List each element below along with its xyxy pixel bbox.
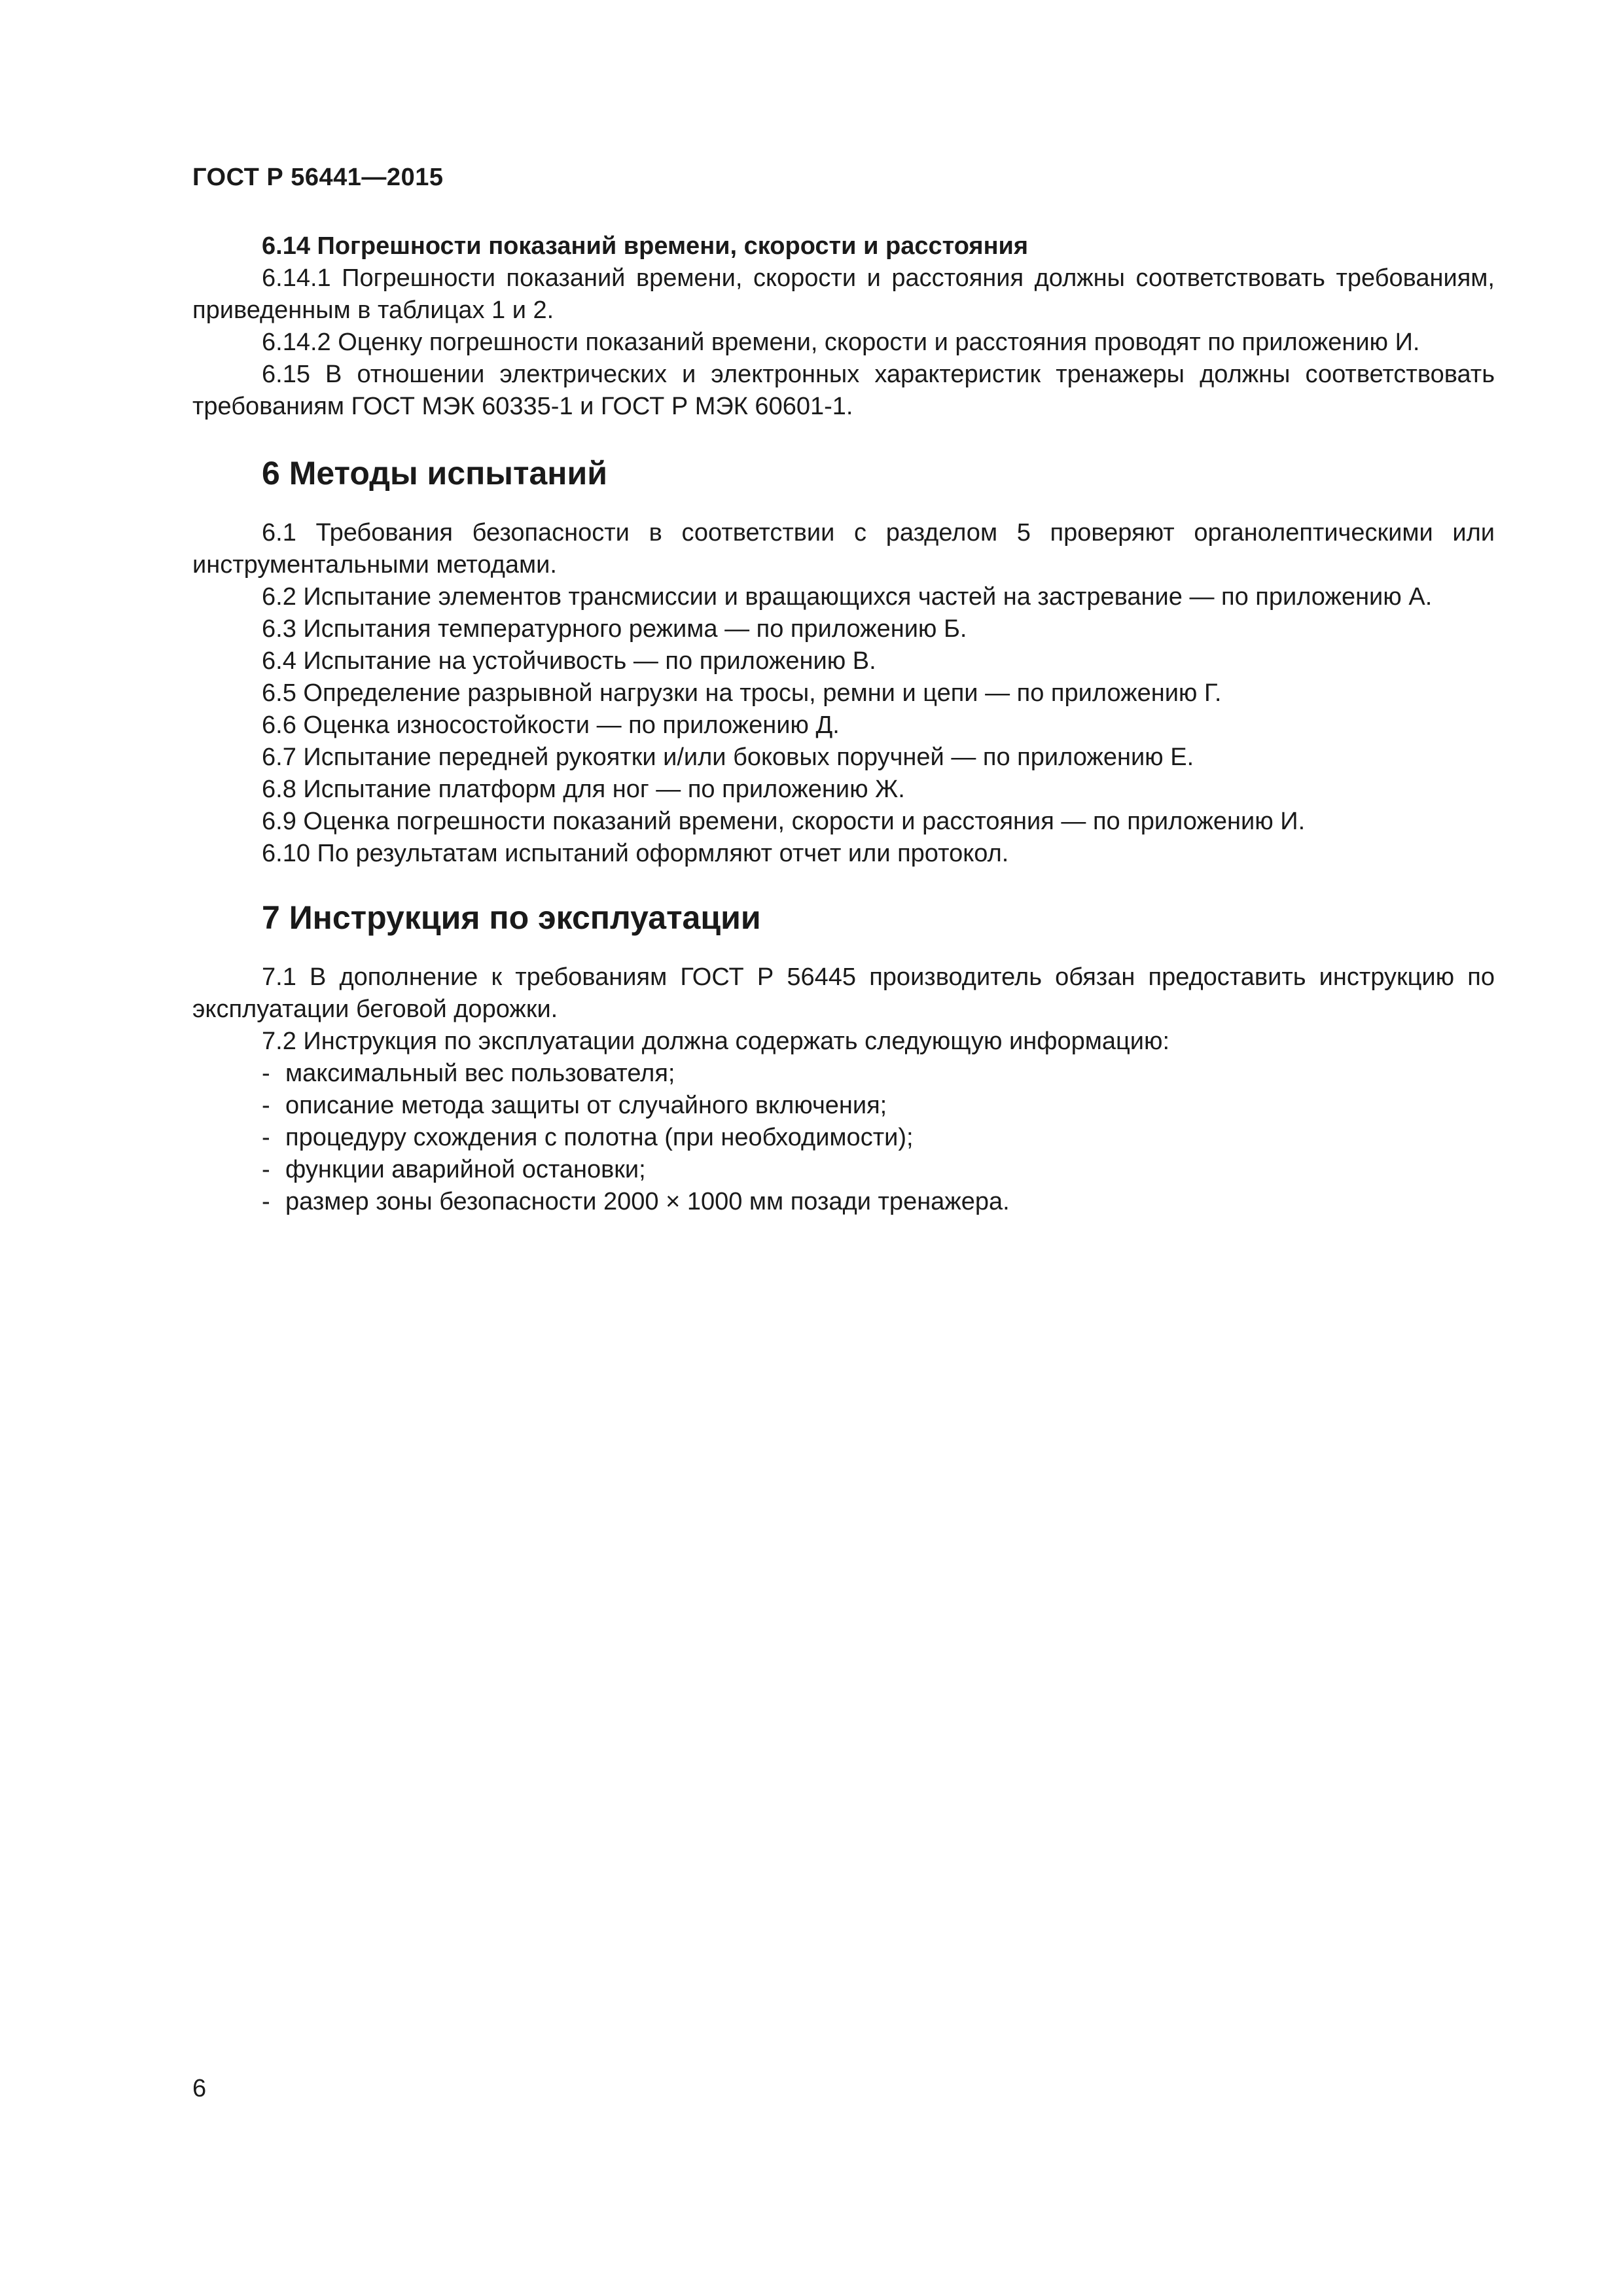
paragraph-6-10: 6.10 По результатам испытаний оформляют отчет или протокол. <box>262 840 1009 867</box>
list-item <box>192 1122 1495 1154</box>
paragraph-6-5: 6.5 Определение разрывной нагрузки на тросы, ремни и цепи — по приложению Г. <box>262 679 1222 707</box>
section-heading-6: 6 Методы испытаний <box>262 455 607 492</box>
paragraph-6-3: 6.3 Испытания температурного режима — по приложению Б. <box>262 615 967 643</box>
list-dash: - <box>262 1124 270 1151</box>
paragraph-6-14-2: 6.14.2 Оценку погрешности показаний времени, скорости и расстояния проводят по приложению И. <box>262 329 1420 356</box>
list-item-text: процедуру схождения с полотна (при необходимости); <box>285 1124 914 1151</box>
section-heading-7: 7 Инструкция по эксплуатации <box>262 899 761 936</box>
paragraph-6-15: 6.15 В отношении электрических и электронных характеристик тренажеры должны соответствовать требованиям ГОСТ МЭК 60335-1 и ГОСТ Р МЭК 60601-1. <box>192 361 1495 420</box>
instruction-contents-list <box>192 1058 1495 1218</box>
list-item <box>192 1090 1495 1122</box>
paragraph-7-1: 7.1 В дополнение к требованиям ГОСТ Р 56445 производитель обязан предоставить инструкцию по эксплуатации беговой дорожки. <box>192 963 1495 1023</box>
paragraph-6-2: 6.2 Испытание элементов трансмиссии и вращающихся частей на застревание — по приложению А. <box>262 583 1433 611</box>
paragraph-6-9: 6.9 Оценка погрешности показаний времени, скорости и расстояния — по приложению И. <box>262 808 1306 835</box>
list-dash: - <box>262 1092 270 1119</box>
paragraph-6-4: 6.4 Испытание на устойчивость — по приложению В. <box>262 647 876 675</box>
paragraph-6-1: 6.1 Требования безопасности в соответствии с разделом 5 проверяют органолептическими или инструментальными методами. <box>192 519 1495 579</box>
list-item-text: описание метода защиты от случайного включения; <box>285 1092 887 1119</box>
paragraph-7-2: 7.2 Инструкция по эксплуатации должна содержать следующую информацию: <box>262 1028 1170 1055</box>
paragraph-6-7: 6.7 Испытание передней рукоятки и/или боковых поручней — по приложению Е. <box>262 744 1194 771</box>
list-item-text: максимальный вес пользователя; <box>285 1060 675 1087</box>
list-dash: - <box>262 1188 270 1215</box>
document-code-header: ГОСТ Р 56441—2015 <box>192 164 444 191</box>
list-item-text: функции аварийной остановки; <box>285 1156 646 1183</box>
page-number: 6 <box>192 2075 207 2102</box>
list-item-text: размер зоны безопасности 2000 × 1000 мм позади тренажера. <box>285 1188 1010 1215</box>
list-item <box>192 1058 1495 1090</box>
list-item <box>192 1154 1495 1186</box>
list-dash: - <box>262 1156 270 1183</box>
paragraph-6-8: 6.8 Испытание платформ для ног — по приложению Ж. <box>262 776 905 803</box>
list-item <box>192 1186 1495 1218</box>
paragraph-6-6: 6.6 Оценка износостойкости — по приложению Д. <box>262 711 840 739</box>
page-body <box>192 230 1495 1218</box>
subsection-title-6-14: 6.14 Погрешности показаний времени, скорости и расстояния <box>262 232 1029 260</box>
list-dash: - <box>262 1060 270 1087</box>
paragraph-6-14-1: 6.14.1 Погрешности показаний времени, скорости и расстояния должны соответствовать требованиям, приведенным в таблицах 1 и 2. <box>192 264 1495 324</box>
